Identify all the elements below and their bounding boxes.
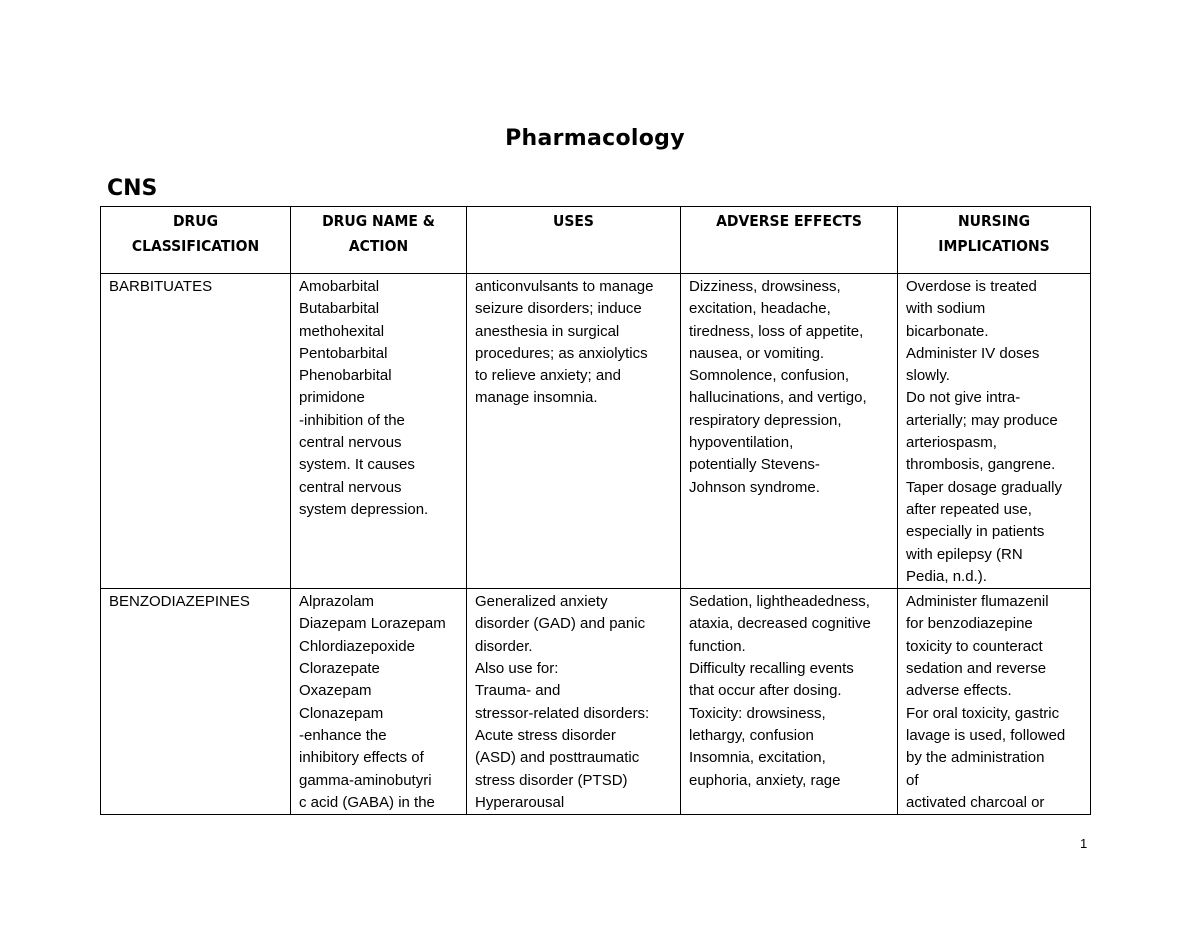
cell-text-line: by the administration xyxy=(906,749,1045,767)
cell-text-line: Also use for: xyxy=(475,660,559,678)
cell-text-line: Phenobarbital xyxy=(299,367,392,385)
adverse-effects-cell xyxy=(681,274,898,589)
cell-text-line: system depression. xyxy=(299,500,429,518)
cell-text-line: arterially; may produce xyxy=(906,411,1058,429)
cell-text-line: hypoventilation, xyxy=(689,434,794,452)
cell-text-line: Butabarbital xyxy=(299,300,380,318)
cell-text-line: Administer IV doses xyxy=(906,344,1040,362)
cell-text-line: stress disorder (PTSD) xyxy=(475,771,628,789)
cell-text-line: manage insomnia. xyxy=(475,389,598,407)
cell-text-line: respiratory depression, xyxy=(689,411,842,429)
cell-text-line: anesthesia in surgical xyxy=(475,322,620,340)
table-row xyxy=(101,274,1091,589)
cell-text-line: gamma-aminobutyri xyxy=(299,771,432,789)
cell-text-line: sedation and reverse xyxy=(906,660,1047,678)
cell-text-line: ACTION xyxy=(348,237,409,255)
cell-text-line: Taper dosage gradually xyxy=(906,478,1062,496)
cell-text-line: of xyxy=(906,771,919,789)
cell-text-line: stressor-related disorders: xyxy=(475,704,650,722)
cell-text-line: activated charcoal or xyxy=(906,793,1045,811)
cell-text-line: Clorazepate xyxy=(299,660,380,678)
cell-text-line: Diazepam Lorazepam xyxy=(299,615,446,633)
cell-text-line: for benzodiazepine xyxy=(906,615,1033,633)
nursing-implications-cell xyxy=(898,274,1091,589)
cell-text-line: Dizziness, drowsiness, xyxy=(689,278,841,295)
cell-text-line: ataxia, decreased cognitive xyxy=(689,615,871,633)
cell-text-line: Oxazepam xyxy=(299,682,372,700)
cell-text-line: to relieve anxiety; and xyxy=(475,367,621,385)
cell-text-line: with epilepsy (RN xyxy=(906,545,1023,563)
adverse-effects-cell xyxy=(681,589,898,815)
cell-text-line: adverse effects. xyxy=(906,682,1012,700)
cell-text-line: potentially Stevens- xyxy=(689,456,820,474)
cell-text-line: NURSING xyxy=(957,212,1031,230)
cell-text-line: (ASD) and posttraumatic xyxy=(475,749,640,767)
cell-text-line: arteriospasm, xyxy=(906,434,997,452)
cell-text-line: methohexital xyxy=(299,322,385,340)
classification-cell xyxy=(101,589,291,815)
cell-text-line: Toxicity: drowsiness, xyxy=(689,704,826,722)
cell-text-line: DRUG xyxy=(172,212,219,230)
cell-text-line: procedures; as anxiolytics xyxy=(475,344,648,362)
cell-text-line: hallucinations, and vertigo, xyxy=(689,389,867,407)
cell-text-line: Insomnia, excitation, xyxy=(689,749,826,767)
cell-text-line: tiredness, loss of appetite, xyxy=(689,322,864,340)
cell-text-line: system. It causes xyxy=(299,456,415,474)
cell-text-line: Generalized anxiety xyxy=(475,593,608,611)
cell-text-line: Pentobarbital xyxy=(299,344,388,362)
cell-text-line: with sodium xyxy=(906,300,986,318)
cell-text-line: USES xyxy=(553,212,594,230)
cell-text-line: function. xyxy=(689,637,746,655)
cell-text-line: nausea, or vomiting. xyxy=(689,344,825,362)
cell-text-line: lavage is used, followed xyxy=(906,726,1066,744)
page-number: 1 xyxy=(1080,836,1088,851)
cell-text-line: thrombosis, gangrene. xyxy=(906,456,1056,474)
cell-text-line: -inhibition of the xyxy=(299,411,405,429)
cell-text-line: central nervous xyxy=(299,434,402,452)
header-drug-classification xyxy=(101,207,291,274)
cell-text-line: central nervous xyxy=(299,478,402,496)
cell-text-line: Johnson syndrome. xyxy=(689,478,820,496)
cell-text-line: Trauma- and xyxy=(475,682,561,700)
section-heading: CNS xyxy=(107,176,158,201)
table-header-row xyxy=(101,207,1091,274)
cell-text-line: excitation, headache, xyxy=(689,300,831,318)
uses-cell xyxy=(467,589,681,815)
cell-text-line: Amobarbital xyxy=(299,278,380,295)
header-adverse-effects xyxy=(681,207,898,274)
cell-text-line: euphoria, anxiety, rage xyxy=(689,771,841,789)
table-row xyxy=(101,589,1091,815)
uses-cell xyxy=(467,274,681,589)
cell-text-line: Sedation, lightheadedness, xyxy=(689,593,870,611)
cell-text-line: after repeated use, xyxy=(906,500,1032,518)
cell-text-line: especially in patients xyxy=(906,523,1045,541)
cell-text-line: anticonvulsants to manage xyxy=(475,278,654,295)
cell-text-line: Do not give intra- xyxy=(906,389,1021,407)
cell-text-line: Overdose is treated xyxy=(906,278,1037,295)
cell-text-line: IMPLICATIONS xyxy=(938,237,1050,255)
cell-text-line: c acid (GABA) in the xyxy=(299,793,435,811)
cell-text-line: For oral toxicity, gastric xyxy=(906,704,1060,722)
cell-text-line: primidone xyxy=(299,389,365,407)
cell-text-line: Clonazepam xyxy=(299,704,384,722)
cell-text-line: Hyperarousal xyxy=(475,793,565,811)
cell-text-line: bicarbonate. xyxy=(906,322,989,340)
classification-cell xyxy=(101,274,291,589)
cell-text-line: Chlordiazepoxide xyxy=(299,637,415,655)
drug-table xyxy=(100,206,1091,815)
cell-text-line: -enhance the xyxy=(299,726,387,744)
cell-text-line: Pedia, n.d.). xyxy=(906,567,987,585)
cell-text-line: Difficulty recalling events xyxy=(689,660,854,678)
cell-text-line: that occur after dosing. xyxy=(689,682,842,700)
cell-text-line: BENZODIAZEPINES xyxy=(109,593,250,611)
cell-text-line: Acute stress disorder xyxy=(475,726,616,744)
drug-name-action-cell xyxy=(291,589,467,815)
cell-text-line: BARBITUATES xyxy=(109,278,213,295)
cell-text-line: Somnolence, confusion, xyxy=(689,367,850,385)
document-title: Pharmacology xyxy=(505,126,685,151)
cell-text-line: disorder. xyxy=(475,637,533,655)
header-nursing-implications xyxy=(898,207,1091,274)
cell-text-line: CLASSIFICATION xyxy=(131,237,260,255)
cell-text-line: lethargy, confusion xyxy=(689,726,814,744)
cell-text-line: disorder (GAD) and panic xyxy=(475,615,646,633)
header-uses xyxy=(467,207,681,274)
cell-text-line: DRUG NAME & xyxy=(322,212,435,230)
cell-text-line: seizure disorders; induce xyxy=(475,300,642,318)
cell-text-line: slowly. xyxy=(906,367,950,385)
nursing-implications-cell xyxy=(898,589,1091,815)
cell-text-line: Alprazolam xyxy=(299,593,375,611)
header-drug-name-action xyxy=(291,207,467,274)
cell-text-line: toxicity to counteract xyxy=(906,637,1043,655)
drug-name-action-cell xyxy=(291,274,467,589)
cell-text-line: inhibitory effects of xyxy=(299,749,424,767)
cell-text-line: Administer flumazenil xyxy=(906,593,1049,611)
cell-text-line: ADVERSE EFFECTS xyxy=(716,212,862,230)
